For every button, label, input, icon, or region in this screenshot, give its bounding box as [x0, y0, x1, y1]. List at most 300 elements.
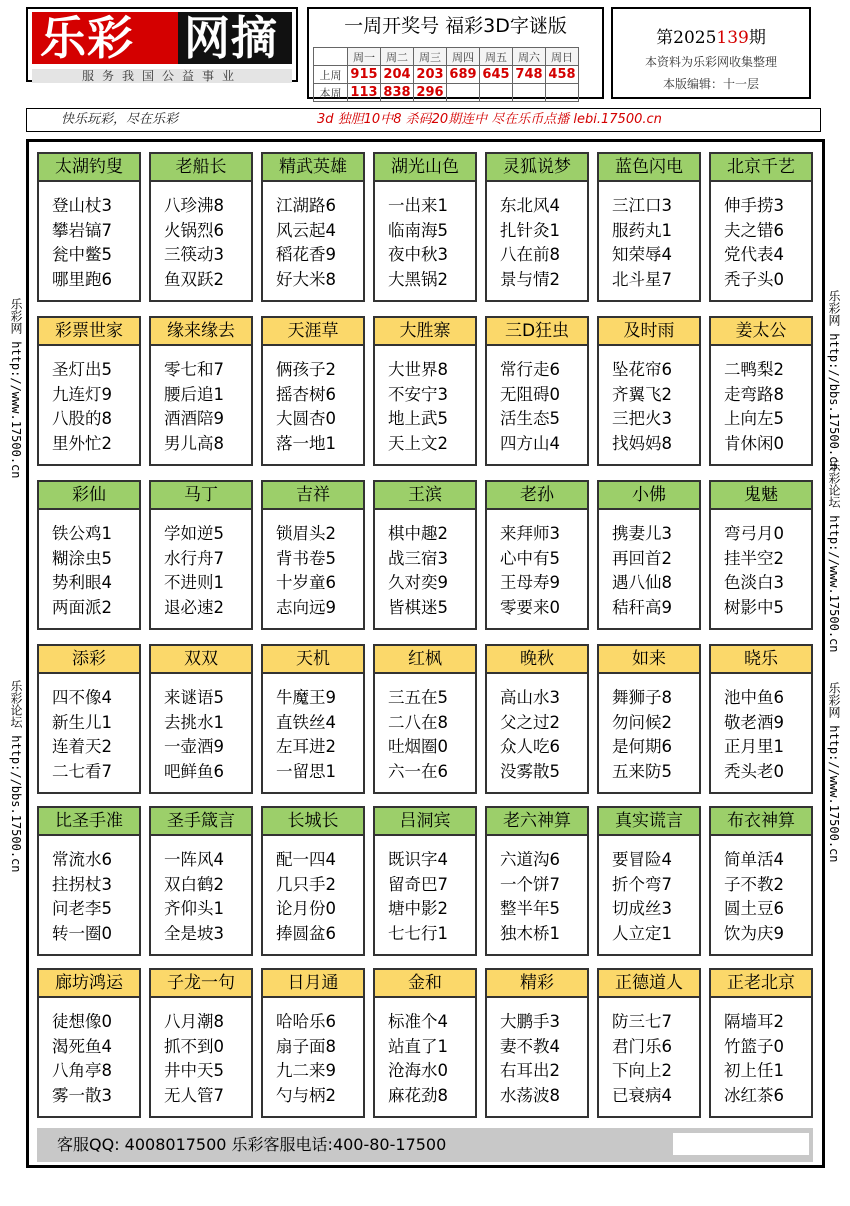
riddle-card-author: 比圣手准: [39, 808, 139, 836]
riddle-line: 东北风4: [500, 196, 560, 215]
riddle-line: 坠花帘6: [612, 360, 672, 379]
riddle-line: 勿问候2: [612, 712, 672, 732]
riddle-card-author: 如来: [599, 646, 699, 674]
riddle-line: 齐翼飞2: [612, 384, 672, 404]
issue-suffix: 期: [748, 28, 766, 48]
draw-number: 296: [414, 84, 447, 102]
riddle-line: 摇杏树6: [276, 384, 336, 404]
riddle-card-author: 老孙: [487, 482, 587, 510]
riddle-line: 塘中影2: [388, 899, 448, 918]
side-text-left-top: 乐彩网 http://www.17500.cn: [9, 298, 23, 479]
riddle-card-author: 红枫: [375, 646, 475, 674]
riddle-lines: [500, 686, 588, 784]
riddle-lines: [724, 1010, 812, 1108]
riddle-card: [597, 316, 701, 466]
riddle-card-author: 天涯草: [263, 318, 363, 346]
riddle-lines: [52, 522, 140, 620]
riddle-lines: [164, 1010, 252, 1108]
riddle-line: 八珍沸8: [164, 196, 224, 215]
draw-number: 748: [513, 66, 546, 84]
riddle-line: 吧鲜鱼6: [164, 761, 224, 781]
riddle-lines: [724, 686, 812, 784]
weekday-header: 周二: [381, 48, 414, 66]
riddle-line: 直铁丝4: [276, 712, 336, 732]
riddle-line: 皆棋迷5: [388, 597, 448, 617]
riddle-card-author: 湖光山色: [375, 154, 475, 182]
riddle-line: 落一地1: [276, 433, 336, 453]
logo-slogan: 服务我国公益事业: [32, 69, 292, 83]
riddle-line: 防三七7: [612, 1012, 672, 1031]
riddle-line: 牛魔王9: [276, 688, 336, 707]
riddle-line: 常流水6: [52, 850, 112, 869]
riddle-line: 肯休闲0: [724, 433, 784, 453]
info-editor: 本版编辑：十一层: [662, 77, 759, 91]
riddle-line: 三把火3: [612, 409, 672, 428]
riddle-line: 八在前8: [500, 245, 560, 264]
riddle-line: 三江口3: [612, 196, 672, 215]
riddle-line: 两面派2: [52, 597, 112, 617]
riddle-card: [373, 316, 477, 466]
riddle-line: 圆土豆6: [724, 899, 784, 918]
riddle-lines: [276, 358, 364, 456]
riddle-line: 活生态5: [500, 409, 560, 428]
riddle-lines: [612, 848, 700, 946]
draw-number: [513, 84, 546, 102]
riddle-line: 水行舟7: [164, 548, 224, 568]
riddle-card: [709, 644, 813, 794]
riddle-line: 二鸭梨2: [724, 360, 784, 379]
riddle-line: 战三宿3: [388, 548, 448, 568]
riddle-line: 已衰病4: [612, 1085, 672, 1105]
riddle-card-author: 布衣神算: [711, 808, 811, 836]
riddle-lines: [500, 522, 588, 620]
riddle-card: [373, 806, 477, 956]
riddle-card: [597, 644, 701, 794]
riddle-lines: [724, 848, 812, 946]
riddle-line: 腰后追1: [164, 384, 224, 404]
riddle-card-author: 天机: [263, 646, 363, 674]
ad-bar: [26, 108, 821, 132]
riddle-card-author: 正老北京: [711, 970, 811, 998]
riddle-line: 来拜师3: [500, 524, 560, 543]
riddle-line: 四方山4: [500, 433, 560, 453]
riddle-line: 大鹏手3: [500, 1012, 560, 1031]
riddle-line: 抓不到0: [164, 1036, 224, 1056]
riddle-card: [37, 152, 141, 302]
riddle-line: 无人管7: [164, 1085, 224, 1105]
weekday-header: 周四: [447, 48, 480, 66]
riddle-line: 景与情2: [500, 269, 560, 289]
riddle-card: [485, 152, 589, 302]
riddle-card-author: 精彩: [487, 970, 587, 998]
riddle-line: 拄拐杖3: [52, 874, 112, 894]
riddle-lines: [724, 358, 812, 456]
riddle-card: [709, 968, 813, 1118]
riddle-line: 退必速2: [164, 597, 224, 617]
riddle-line: 火锅烈6: [164, 220, 224, 240]
riddle-line: 秃子头0: [724, 269, 784, 289]
riddle-lines: [612, 194, 700, 292]
issue-number: 139: [716, 28, 749, 48]
riddle-card-author: 彩仙: [39, 482, 139, 510]
riddle-lines: [724, 194, 812, 292]
draw-results-table: [313, 47, 579, 102]
riddle-lines: [276, 522, 364, 620]
riddle-line: 夫之错6: [724, 220, 784, 240]
riddle-card: [485, 644, 589, 794]
riddle-lines: [612, 686, 700, 784]
riddle-card: [373, 480, 477, 630]
riddle-line: 论月份0: [276, 899, 336, 918]
this-week-label: 本周: [314, 84, 348, 102]
riddle-card-author: 小佛: [599, 482, 699, 510]
riddle-lines: [164, 522, 252, 620]
riddle-card-author: 蓝色闪电: [599, 154, 699, 182]
riddle-lines: [52, 194, 140, 292]
riddle-card: [37, 644, 141, 794]
riddle-card: [149, 480, 253, 630]
riddle-card: [261, 316, 365, 466]
riddle-card: [373, 152, 477, 302]
riddle-card: [373, 968, 477, 1118]
draw-number: [546, 84, 579, 102]
riddle-line: 遇八仙8: [612, 573, 672, 592]
riddle-line: 吐烟圈0: [388, 737, 448, 756]
draw-number: [480, 84, 513, 102]
riddle-card: [597, 968, 701, 1118]
riddle-line: 留奇巴7: [388, 874, 448, 894]
riddle-line: 好大米8: [276, 269, 336, 289]
riddle-card-author: 姜太公: [711, 318, 811, 346]
riddle-line: 久对奕9: [388, 573, 448, 592]
riddle-line: 隔墙耳2: [724, 1012, 784, 1031]
riddle-line: 锁眉头2: [276, 524, 336, 543]
riddle-line: 学如逆5: [164, 524, 224, 543]
riddle-line: 零七和7: [164, 360, 224, 379]
riddle-card-author: 彩票世家: [39, 318, 139, 346]
logo-red-block: [32, 12, 178, 64]
riddle-lines: [276, 686, 364, 784]
riddle-card: [149, 316, 253, 466]
riddle-line: 二八在8: [388, 712, 448, 732]
riddle-card: [485, 968, 589, 1118]
riddle-line: 攀岩镐7: [52, 220, 112, 240]
riddle-line: 风云起4: [276, 220, 336, 240]
riddle-line: 站直了1: [388, 1036, 448, 1056]
riddle-card: [149, 968, 253, 1118]
riddle-line: 水荡波8: [500, 1085, 560, 1105]
draw-number: 645: [480, 66, 513, 84]
riddle-line: 不进则1: [164, 573, 224, 592]
riddle-card-author: 老船长: [151, 154, 251, 182]
riddle-line: 北斗星7: [612, 269, 672, 289]
riddle-card-author: 及时雨: [599, 318, 699, 346]
riddle-line: 找妈妈8: [612, 433, 672, 453]
riddle-line: 连着天2: [52, 737, 112, 756]
riddle-line: 棋中趣2: [388, 524, 448, 543]
riddle-line: 男儿高8: [164, 433, 224, 453]
riddle-line: 二七看7: [52, 761, 112, 781]
riddle-card-author: 灵狐说梦: [487, 154, 587, 182]
draw-number: 204: [381, 66, 414, 84]
riddle-card-author: 晚秋: [487, 646, 587, 674]
riddle-line: 王母寿9: [500, 573, 560, 592]
riddle-line: 登山杖3: [52, 196, 112, 215]
riddle-line: 树影中5: [724, 597, 784, 617]
logo: [26, 7, 298, 82]
riddle-card: [373, 644, 477, 794]
riddle-line: 雾一散3: [52, 1085, 112, 1105]
draw-number: 113: [348, 84, 381, 102]
riddle-lines: [52, 848, 140, 946]
riddle-lines: [388, 686, 476, 784]
riddle-line: 背书卷5: [276, 548, 336, 568]
riddle-card: [709, 480, 813, 630]
riddle-lines: [388, 848, 476, 946]
riddle-lines: [52, 686, 140, 784]
riddle-line: 独木桥1: [500, 923, 560, 943]
riddle-line: 走弯路8: [724, 384, 784, 404]
riddle-line: 没雾散5: [500, 761, 560, 781]
riddle-card-author: 添彩: [39, 646, 139, 674]
riddle-card: [261, 968, 365, 1118]
riddle-line: 知荣辱4: [612, 245, 672, 264]
draw-title: 一周开奖号 福彩3D字谜版: [344, 15, 567, 37]
riddle-card: [597, 152, 701, 302]
riddle-card-author: 日月通: [263, 970, 363, 998]
ad-link[interactable]: 3d 独胆10中8 杀码20期连中 尽在乐币点播 lebi.17500.cn: [317, 112, 662, 127]
riddle-line: 弯弓月0: [724, 524, 784, 543]
riddle-card-author: 三D狂虫: [487, 318, 587, 346]
riddle-line: 众人吃6: [500, 737, 560, 756]
draw-number: 838: [381, 84, 414, 102]
riddle-card-author: 廊坊鸿运: [39, 970, 139, 998]
riddle-line: 去挑水1: [164, 712, 224, 732]
riddle-line: 妻不教4: [500, 1036, 560, 1056]
this-week-row: [314, 84, 579, 102]
riddle-line: 切成丝3: [612, 899, 672, 918]
riddle-line: 既识字4: [388, 850, 448, 869]
riddle-card: [37, 480, 141, 630]
riddle-line: 里外忙2: [52, 433, 112, 453]
riddle-line: 地上武5: [388, 409, 448, 428]
draw-number: 203: [414, 66, 447, 84]
riddle-line: 一个饼7: [500, 874, 560, 894]
riddle-line: 转一圈0: [52, 923, 112, 943]
logo-text-1: 乐彩: [40, 11, 134, 65]
riddle-line: 八月潮8: [164, 1012, 224, 1031]
riddle-line: 齐仰头1: [164, 899, 224, 918]
riddle-card-author: 长城长: [263, 808, 363, 836]
riddle-lines: [500, 358, 588, 456]
riddle-lines: [164, 848, 252, 946]
riddle-card: [149, 806, 253, 956]
riddle-line: 九连灯9: [52, 384, 112, 404]
riddle-line: 服药丸1: [612, 220, 672, 240]
riddle-line: 父之过2: [500, 712, 560, 732]
riddle-line: 几只手2: [276, 874, 336, 894]
riddle-line: 新生儿1: [52, 712, 112, 732]
riddle-line: 左耳进2: [276, 737, 336, 756]
info-note: 本资料为乐彩网收集整理: [644, 55, 777, 69]
riddle-card: [261, 806, 365, 956]
riddle-line: 配一四4: [276, 850, 336, 869]
riddle-line: 上向左5: [724, 409, 784, 428]
riddle-line: 鱼双跃2: [164, 269, 224, 289]
riddle-card-author: 吕洞宾: [375, 808, 475, 836]
riddle-card: [597, 806, 701, 956]
footer-blank-box: [673, 1133, 809, 1155]
riddle-card-author: 双双: [151, 646, 251, 674]
riddle-card-author: 真实谎言: [599, 808, 699, 836]
weekday-header: 周一: [348, 48, 381, 66]
riddle-card-author: 精武英雄: [263, 154, 363, 182]
riddle-line: 徒想像0: [52, 1012, 112, 1031]
riddle-line: 五来防5: [612, 761, 672, 781]
riddle-line: 哈哈乐6: [276, 1012, 336, 1031]
riddle-card: [261, 480, 365, 630]
riddle-line: 不安宁3: [388, 384, 448, 404]
riddle-line: 再回首2: [612, 548, 672, 568]
riddle-line: 一壶酒9: [164, 737, 224, 756]
riddle-lines: [164, 686, 252, 784]
riddle-card: [485, 316, 589, 466]
riddle-line: 右耳出2: [500, 1061, 560, 1080]
issue-info-box: [611, 7, 811, 99]
riddle-card-author: 吉祥: [263, 482, 363, 510]
riddle-line: 六一在6: [388, 761, 448, 781]
riddle-line: 一出来1: [388, 196, 448, 215]
riddle-lines: [612, 522, 700, 620]
riddle-line: 一阵风4: [164, 850, 224, 869]
riddle-line: 志向远9: [276, 597, 336, 617]
riddle-line: 下向上2: [612, 1061, 672, 1080]
riddle-lines: [276, 848, 364, 946]
riddle-card: [709, 316, 813, 466]
riddle-line: 大世界8: [388, 360, 448, 379]
riddle-card: [597, 480, 701, 630]
riddle-line: 全是坡3: [164, 923, 224, 943]
riddle-lines: [612, 1010, 700, 1108]
riddle-line: 正月里1: [724, 737, 784, 756]
riddle-card-author: 晓乐: [711, 646, 811, 674]
riddle-line: 君门乐6: [612, 1036, 672, 1056]
riddle-line: 人立定1: [612, 923, 672, 943]
riddle-line: 天上文2: [388, 433, 448, 453]
riddle-line: 扎针灸1: [500, 220, 560, 240]
riddle-lines: [276, 1010, 364, 1108]
riddle-line: 势利眼4: [52, 573, 112, 592]
weekday-header: 周三: [414, 48, 447, 66]
riddle-lines: [164, 194, 252, 292]
riddle-line: 秸秆高9: [612, 597, 672, 617]
riddle-line: 哪里跑6: [52, 269, 112, 289]
riddle-line: 圣灯出5: [52, 360, 112, 379]
weekday-header: 周六: [513, 48, 546, 66]
riddle-card-author: 北京千艺: [711, 154, 811, 182]
riddle-card: [709, 152, 813, 302]
riddle-line: 捧圆盆6: [276, 923, 336, 943]
riddle-line: 八股的8: [52, 409, 112, 428]
draw-number: [447, 84, 480, 102]
riddle-line: 整半年5: [500, 899, 560, 918]
footer-bar: [37, 1128, 813, 1162]
riddle-line: 伸手捞3: [724, 196, 784, 215]
logo-text-2: 网摘: [184, 11, 278, 65]
riddle-line: 简单活4: [724, 850, 784, 869]
logo-black-block: [178, 12, 292, 64]
riddle-line: 渴死鱼4: [52, 1036, 112, 1056]
riddle-line: 问老李5: [52, 899, 112, 918]
riddle-card-author: 缘来缘去: [151, 318, 251, 346]
riddle-line: 七七行1: [388, 923, 448, 943]
riddle-card-author: 正德道人: [599, 970, 699, 998]
side-text-right-middle: 乐彩论坛 http://www.17500.cn: [827, 460, 841, 653]
riddle-line: 心中有5: [500, 548, 560, 568]
riddle-card: [149, 152, 253, 302]
last-week-row: [314, 66, 579, 84]
riddle-line: 池中鱼6: [724, 688, 784, 707]
riddle-card-author: 老六神算: [487, 808, 587, 836]
riddle-lines: [388, 522, 476, 620]
riddle-line: 大黑锅2: [388, 269, 448, 289]
riddle-lines: [388, 358, 476, 456]
riddle-line: 挂半空2: [724, 548, 784, 568]
riddle-line: 来谜语5: [164, 688, 224, 707]
ad-slogan: 快乐玩彩，尽在乐彩: [61, 112, 179, 127]
riddle-card: [485, 480, 589, 630]
riddle-card: [37, 968, 141, 1118]
side-text-right-top: 乐彩网 http://bbs.17500.cn: [827, 290, 841, 471]
draw-number: 689: [447, 66, 480, 84]
riddle-lines: [52, 358, 140, 456]
riddle-line: 高山水3: [500, 688, 560, 707]
riddle-lines: [388, 1010, 476, 1108]
riddle-line: 麻花劲8: [388, 1085, 448, 1105]
riddle-line: 井中天5: [164, 1061, 224, 1080]
issue-line: [613, 23, 809, 48]
riddle-lines: [500, 1010, 588, 1108]
riddle-card: [37, 316, 141, 466]
draw-number: 915: [348, 66, 381, 84]
riddle-card-author: 王滨: [375, 482, 475, 510]
riddle-line: 三筷动3: [164, 245, 224, 264]
riddle-line: 双白鹤2: [164, 874, 224, 894]
riddle-line: 十岁童6: [276, 573, 336, 592]
riddle-lines: [724, 522, 812, 620]
riddle-line: 无阻碍0: [500, 384, 560, 404]
riddle-line: 稻花香9: [276, 245, 336, 264]
riddle-line: 八角亭8: [52, 1061, 112, 1080]
riddle-card-author: 圣手箴言: [151, 808, 251, 836]
riddle-line: 一留思1: [276, 761, 336, 781]
riddle-line: 携妻儿3: [612, 524, 672, 543]
riddle-lines: [388, 194, 476, 292]
riddle-card-author: 金和: [375, 970, 475, 998]
riddle-line: 标准个4: [388, 1012, 448, 1031]
riddle-line: 是何期6: [612, 737, 672, 756]
riddle-line: 大圆杏0: [276, 409, 336, 428]
riddle-line: 秃头老0: [724, 761, 784, 781]
draw-results-box: [307, 7, 604, 99]
riddle-line: 沧海水0: [388, 1061, 448, 1080]
side-text-left-bottom: 乐彩论坛 http://bbs.17500.cn: [9, 680, 23, 873]
riddle-lines: [52, 1010, 140, 1108]
riddle-card: [485, 806, 589, 956]
riddle-line: 零要来0: [500, 597, 560, 617]
riddle-card: [709, 806, 813, 956]
riddle-lines: [276, 194, 364, 292]
